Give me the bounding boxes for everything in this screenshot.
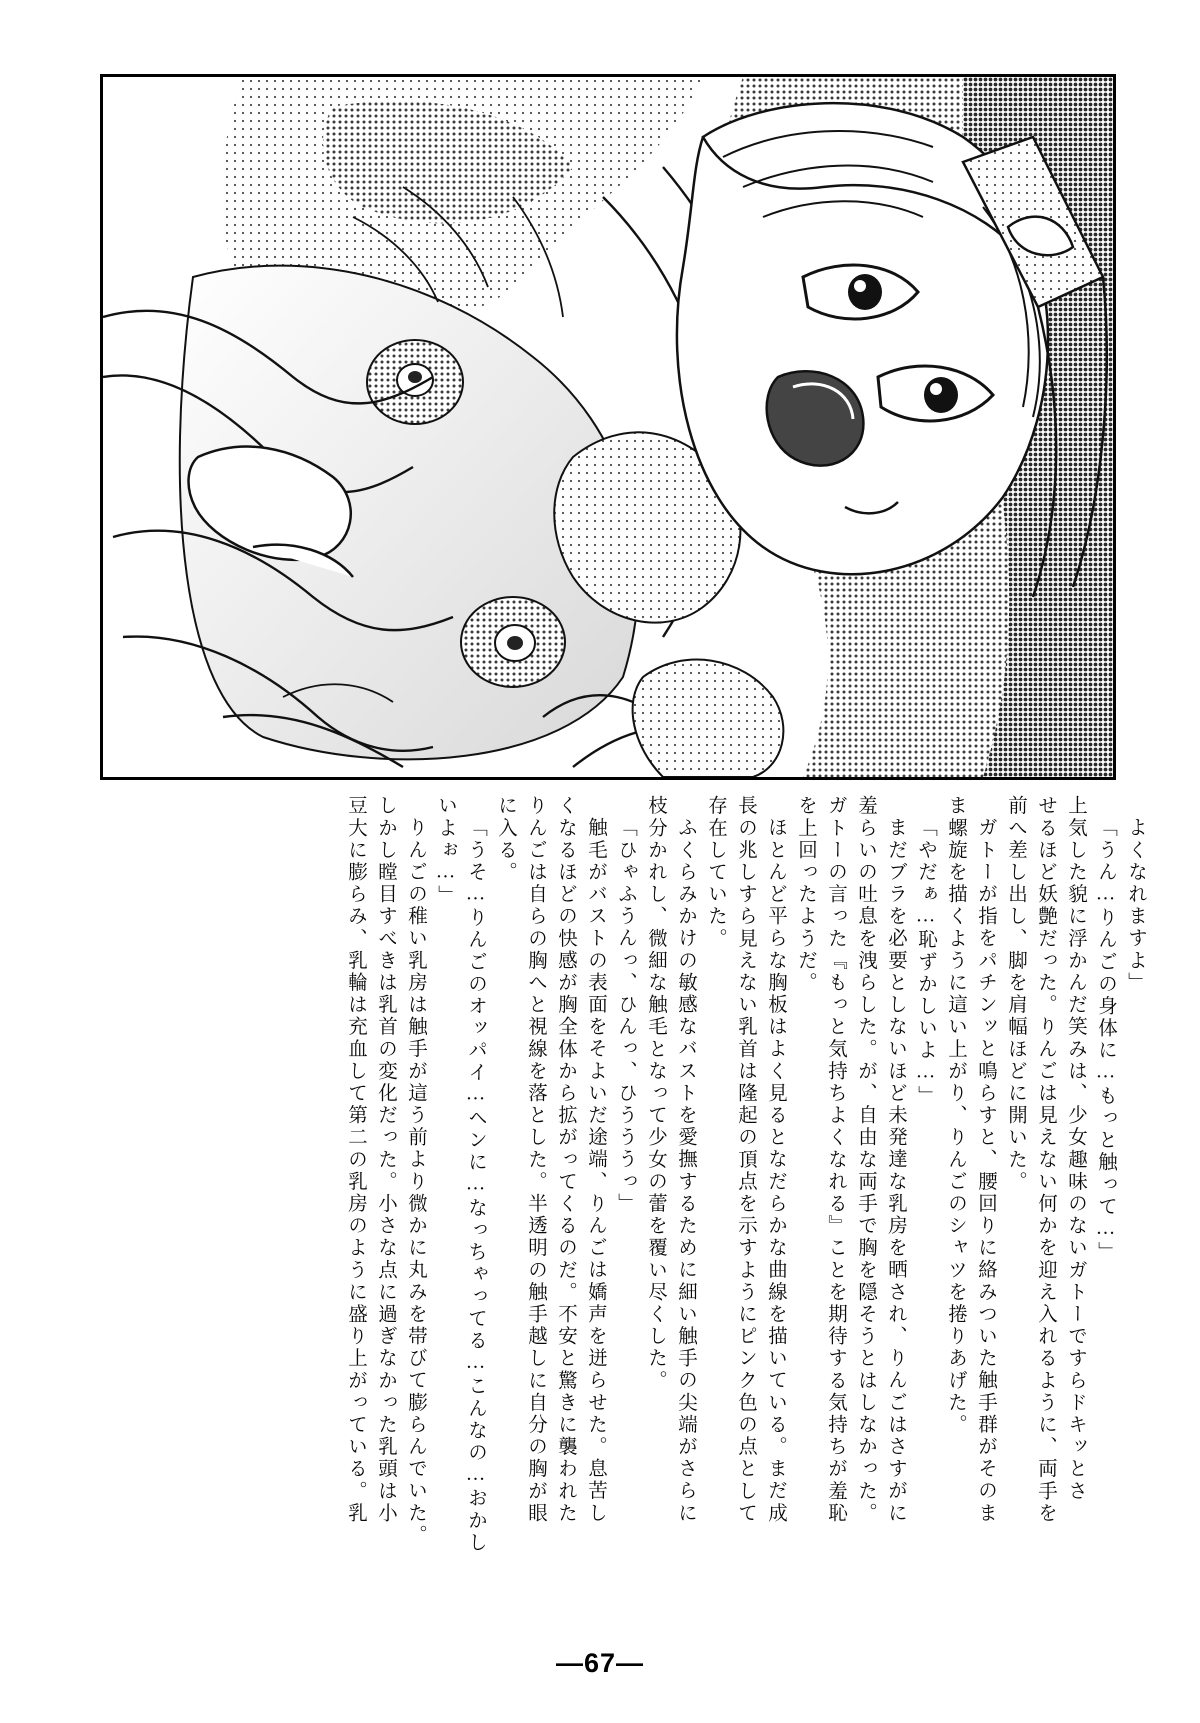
text-line: よくなれますよ」 — [1125, 817, 1146, 994]
text-line: を上回ったようだ。 — [795, 795, 816, 994]
text-line: ガトーの言った『もっと気持ちよくなれる』ことを期待する気持ちが羞恥 — [825, 795, 846, 1525]
text-line: くなるほどの快感が胸全体から拡がってくるのだ。不安と驚きに襲われた — [555, 795, 576, 1525]
text-line: いよぉ…」 — [435, 795, 456, 907]
text-line: 羞らいの吐息を洩らした。が、自由な両手で胸を隠そうとはしなかった。 — [855, 795, 876, 1525]
illustration-panel — [100, 74, 1116, 780]
text-line: 枝分かれし、微細な触毛となって少女の蕾を覆い尽くした。 — [645, 795, 666, 1392]
text-line: 「ひゃふうんっ、ひんっ、ひうううっ」 — [615, 817, 636, 1215]
text-line: 触毛がバストの表面をそよいだ途端、りんごは嬌声を迸らせた。息苦し — [585, 817, 606, 1525]
text-line: 「うそ…りんごのオッパイ…ヘンに…なっちゃってる…こんなの…おかし — [465, 817, 486, 1554]
text-line: 「やだぁ…恥ずかしいよ…」 — [915, 817, 936, 1108]
text-line: ふくらみかけの敏感なバストを愛撫するために細い触手の尖端がさらに — [675, 817, 696, 1525]
text-line: ほとんど平らな胸板はよく見るとなだらかな曲線を描いている。まだ成 — [765, 817, 786, 1525]
text-line: せるほど妖艶だった。りんごは見えない何かを迎え入れるように、両手を — [1035, 795, 1056, 1525]
text-line: 長の兆しすら見えない乳首は隆起の頂点を示すようにピンク色の点として — [735, 795, 756, 1525]
text-line: りんごは自らの胸へと視線を落とした。半透明の触手越しに自分の胸が眼 — [525, 795, 546, 1525]
text-line: 前へ差し出し、脚を肩幅ほどに開いた。 — [1005, 795, 1026, 1193]
text-line: 存在していた。 — [705, 795, 726, 950]
page-number: —67— — [555, 1648, 645, 1678]
illustration-artwork — [103, 77, 1113, 777]
text-line: に入る。 — [495, 795, 516, 884]
text-line: 上気した貌に浮かんだ笑みは、少女趣味のないガトーですらドキッとさ — [1065, 795, 1086, 1503]
text-line: ガトーが指をパチンッと鳴らすと、腰回りに絡みついた触手群がそのま — [975, 817, 996, 1525]
text-line: ま螺旋を描くように這い上がり、りんごのシャツを捲りあげた。 — [945, 795, 966, 1436]
text-line: りんごの稚い乳房は触手が這う前より微かに丸みを帯びて膨らんでいた。 — [405, 817, 426, 1547]
text-line: まだブラを必要としないほど未発達な乳房を晒され、りんごはさすがに — [885, 817, 906, 1525]
text-line: しかし瞠目すべきは乳首の変化だった。小さな点に過ぎなかった乳頭は小 — [375, 795, 396, 1525]
body-text — [55, 795, 1145, 1625]
text-line: 豆大に膨らみ、乳輪は充血して第二の乳房のように盛り上がっている。乳 — [345, 795, 366, 1525]
text-line: 「うん…りんごの身体に…もっと触って…」 — [1095, 817, 1116, 1264]
